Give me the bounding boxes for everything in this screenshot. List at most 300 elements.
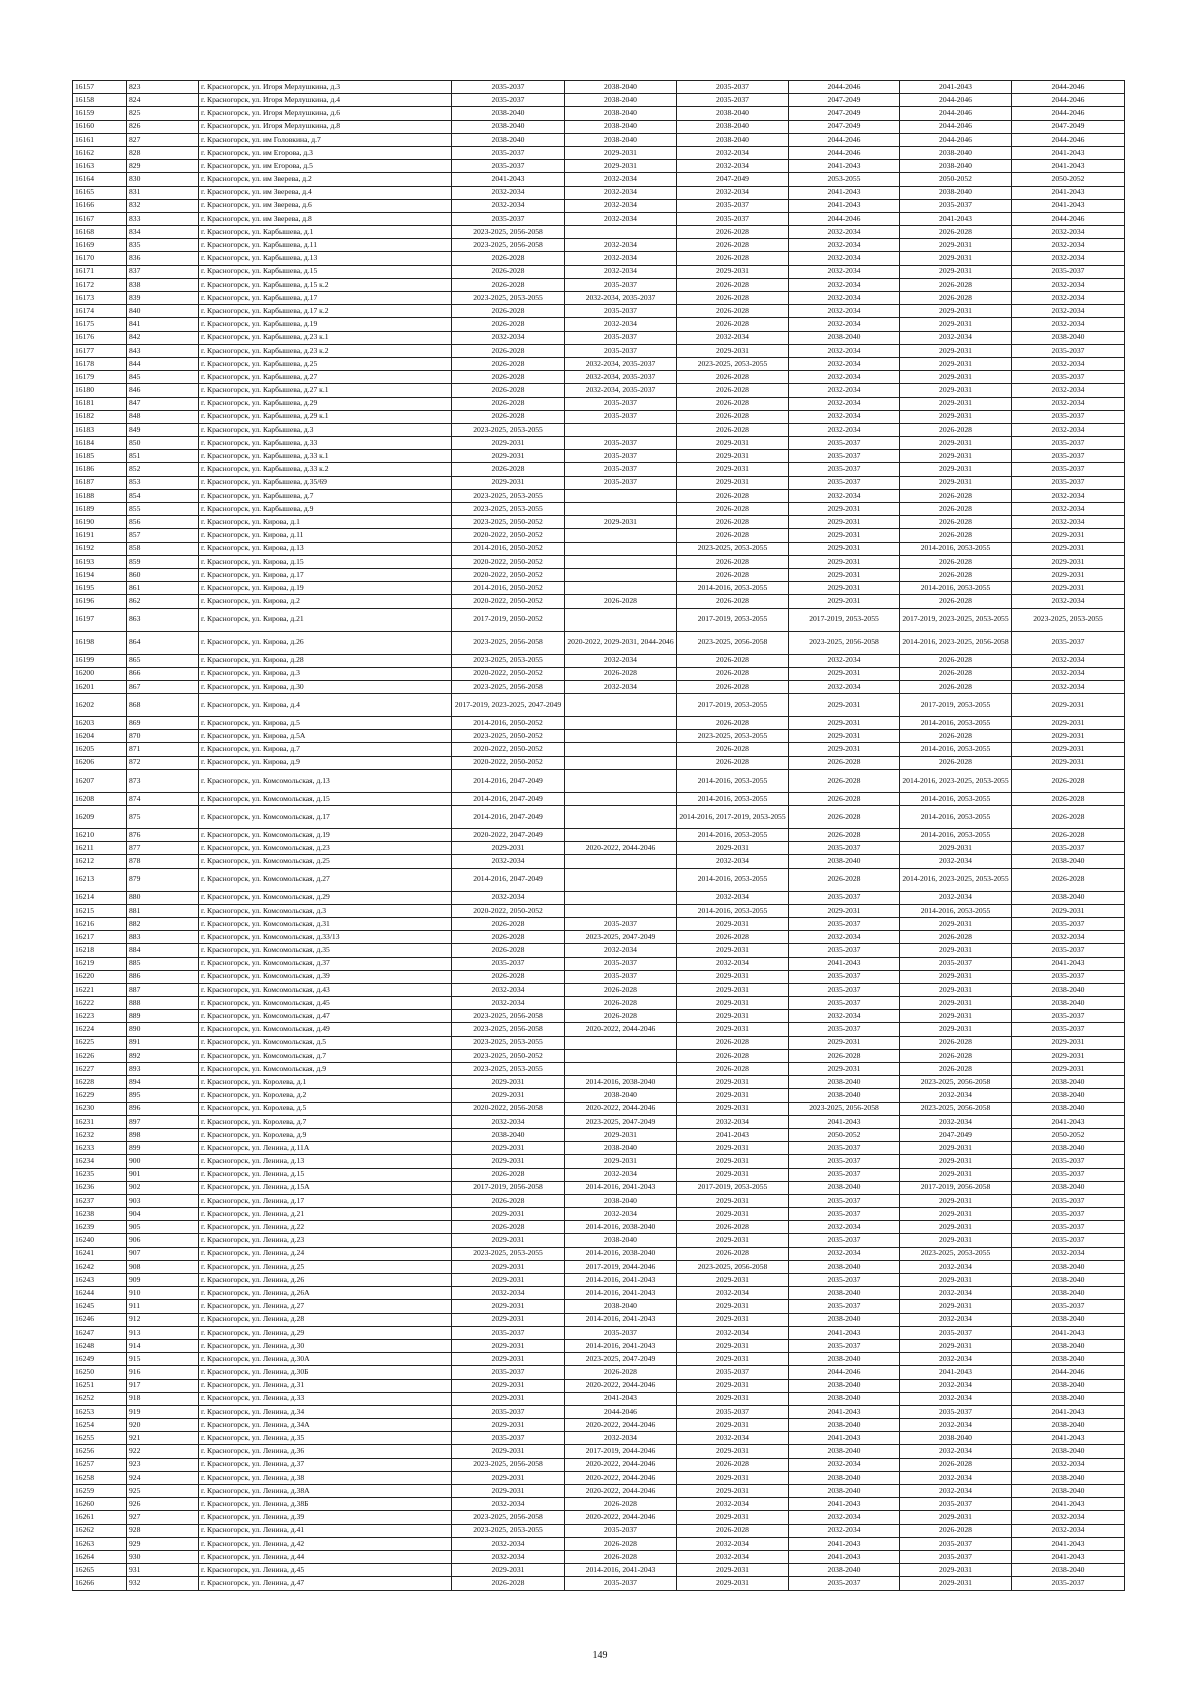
period-cell-6: 2038-2040 (1012, 1392, 1125, 1405)
row-number-cell: 16196 (73, 595, 127, 608)
period-cell-1: 2017-2019, 2050-2052 (452, 608, 565, 631)
row-number-cell: 16259 (73, 1485, 127, 1498)
period-cell-5: 2023-2025, 2053-2055 (900, 1247, 1012, 1260)
period-cell-4: 2029-2031 (789, 730, 900, 743)
address-cell: г. Красногорск, ул. Королева, д.5 (199, 1102, 452, 1115)
table-row (73, 305, 1125, 318)
table-row (73, 654, 1125, 667)
record-id-cell: 876 (127, 829, 199, 842)
record-id-cell: 898 (127, 1128, 199, 1141)
period-cell-3: 2029-2031 (677, 842, 789, 855)
table-row (73, 489, 1125, 502)
table-row (73, 1181, 1125, 1194)
record-id-cell: 870 (127, 730, 199, 743)
period-cell-6: 2032-2034 (1012, 252, 1125, 265)
period-cell-6: 2041-2043 (1012, 146, 1125, 159)
record-id-cell: 868 (127, 694, 199, 717)
period-cell-3: 2029-2031 (677, 1471, 789, 1484)
record-id-cell: 902 (127, 1181, 199, 1194)
period-cell-2: 2035-2037 (565, 437, 677, 450)
period-cell-3: 2029-2031 (677, 983, 789, 996)
period-cell-3: 2014-2016, 2053-2055 (677, 829, 789, 842)
period-cell-5: 2029-2031 (900, 944, 1012, 957)
period-cell-5: 2026-2028 (900, 931, 1012, 944)
period-cell-6: 2029-2031 (1012, 756, 1125, 769)
period-cell-2 (565, 608, 677, 631)
period-cell-3: 2032-2034 (677, 146, 789, 159)
address-cell: г. Красногорск, ул. Карбышева, д.3 (199, 423, 452, 436)
period-cell-1: 2023-2025, 2056-2058 (452, 1023, 565, 1036)
period-cell-3: 2029-2031 (677, 1313, 789, 1326)
table-row (73, 410, 1125, 423)
row-number-cell: 16177 (73, 344, 127, 357)
record-id-cell: 889 (127, 1010, 199, 1023)
record-id-cell: 899 (127, 1142, 199, 1155)
period-cell-6: 2044-2046 (1012, 107, 1125, 120)
address-cell: г. Красногорск, ул. Карбышева, д.11 (199, 239, 452, 252)
record-id-cell: 920 (127, 1419, 199, 1432)
period-cell-6: 2029-2031 (1012, 730, 1125, 743)
record-id-cell: 869 (127, 717, 199, 730)
record-id-cell: 872 (127, 756, 199, 769)
row-number-cell: 16208 (73, 792, 127, 805)
table-row (73, 1524, 1125, 1537)
record-id-cell: 926 (127, 1498, 199, 1511)
record-id-cell: 922 (127, 1445, 199, 1458)
period-cell-4: 2041-2043 (789, 1432, 900, 1445)
period-cell-2 (565, 855, 677, 868)
period-cell-2: 2035-2037 (565, 1326, 677, 1339)
period-cell-3: 2032-2034 (677, 1498, 789, 1511)
row-number-cell: 16168 (73, 226, 127, 239)
period-cell-5: 2038-2040 (900, 146, 1012, 159)
period-cell-2: 2023-2025, 2047-2049 (565, 931, 677, 944)
table-row (73, 1498, 1125, 1511)
period-cell-5: 2023-2025, 2056-2058 (900, 1076, 1012, 1089)
period-cell-1: 2026-2028 (452, 278, 565, 291)
period-cell-1: 2029-2031 (452, 1313, 565, 1326)
period-cell-3: 2032-2034 (677, 1326, 789, 1339)
record-id-cell: 851 (127, 450, 199, 463)
period-cell-1: 2035-2037 (452, 957, 565, 970)
period-cell-4: 2032-2034 (789, 1247, 900, 1260)
period-cell-6: 2035-2037 (1012, 1155, 1125, 1168)
period-cell-1: 2023-2025, 2053-2055 (452, 1247, 565, 1260)
row-number-cell: 16185 (73, 450, 127, 463)
record-id-cell: 842 (127, 331, 199, 344)
table-row (73, 397, 1125, 410)
period-cell-2: 2017-2019, 2044-2046 (565, 1445, 677, 1458)
record-id-cell: 832 (127, 199, 199, 212)
period-cell-3: 2026-2028 (677, 489, 789, 502)
period-cell-3: 2029-2031 (677, 1379, 789, 1392)
record-id-cell: 923 (127, 1458, 199, 1471)
period-cell-1: 2026-2028 (452, 970, 565, 983)
period-cell-3: 2029-2031 (677, 1194, 789, 1207)
row-number-cell: 16235 (73, 1168, 127, 1181)
period-cell-1: 2020-2022, 2050-2052 (452, 756, 565, 769)
period-cell-1: 2029-2031 (452, 1142, 565, 1155)
address-cell: г. Красногорск, ул. им Зверева, д.2 (199, 173, 452, 186)
period-cell-3: 2029-2031 (677, 1023, 789, 1036)
period-cell-5: 2029-2031 (900, 371, 1012, 384)
period-cell-6: 2029-2031 (1012, 694, 1125, 717)
period-cell-3: 2038-2040 (677, 107, 789, 120)
period-cell-4: 2029-2031 (789, 568, 900, 581)
period-cell-3: 2026-2028 (677, 252, 789, 265)
row-number-cell: 16172 (73, 278, 127, 291)
address-cell: г. Красногорск, ул. Комсомольская, д.33/13 (199, 931, 452, 944)
period-cell-2: 2038-2040 (565, 120, 677, 133)
period-cell-3: 2029-2031 (677, 1076, 789, 1089)
row-number-cell: 16200 (73, 667, 127, 680)
table-row (73, 226, 1125, 239)
period-cell-6: 2035-2037 (1012, 463, 1125, 476)
period-cell-1: 2035-2037 (452, 1405, 565, 1418)
period-cell-5: 2026-2028 (900, 680, 1012, 693)
period-cell-1: 2029-2031 (452, 1445, 565, 1458)
row-number-cell: 16254 (73, 1419, 127, 1432)
period-cell-2: 2032-2034 (565, 1208, 677, 1221)
row-number-cell: 16248 (73, 1339, 127, 1352)
period-cell-3: 2029-2031 (677, 1419, 789, 1432)
period-cell-6: 2041-2043 (1012, 957, 1125, 970)
period-cell-2: 2020-2022, 2044-2046 (565, 1471, 677, 1484)
period-cell-1: 2035-2037 (452, 1366, 565, 1379)
table-row (73, 1287, 1125, 1300)
period-cell-6: 2035-2037 (1012, 1168, 1125, 1181)
address-cell: г. Красногорск, ул. Карбышева, д.19 (199, 318, 452, 331)
period-cell-2: 2035-2037 (565, 397, 677, 410)
row-number-cell: 16160 (73, 120, 127, 133)
period-cell-2: 2023-2025, 2047-2049 (565, 1353, 677, 1366)
period-cell-4: 2032-2034 (789, 397, 900, 410)
period-cell-2: 2032-2034 (565, 212, 677, 225)
period-cell-4: 2032-2034 (789, 265, 900, 278)
row-number-cell: 16228 (73, 1076, 127, 1089)
table-row (73, 1432, 1125, 1445)
address-cell: г. Красногорск, ул. Кирова, д.13 (199, 542, 452, 555)
period-cell-3: 2032-2034 (677, 331, 789, 344)
period-cell-1: 2014-2016, 2047-2049 (452, 868, 565, 891)
period-cell-5: 2038-2040 (900, 186, 1012, 199)
address-cell: г. Красногорск, ул. Ленина, д.30А (199, 1353, 452, 1366)
record-id-cell: 914 (127, 1339, 199, 1352)
period-cell-1: 2032-2034 (452, 1498, 565, 1511)
record-id-cell: 877 (127, 842, 199, 855)
address-cell: г. Красногорск, ул. Королева, д.2 (199, 1089, 452, 1102)
record-id-cell: 916 (127, 1366, 199, 1379)
period-cell-3: 2032-2034 (677, 1432, 789, 1445)
period-cell-3: 2026-2028 (677, 555, 789, 568)
period-cell-2: 2026-2028 (565, 983, 677, 996)
period-cell-6: 2032-2034 (1012, 680, 1125, 693)
period-cell-3: 2029-2031 (677, 1102, 789, 1115)
table-row (73, 239, 1125, 252)
record-id-cell: 873 (127, 769, 199, 792)
table-row (73, 371, 1125, 384)
period-cell-5: 2041-2043 (900, 81, 1012, 94)
row-number-cell: 16212 (73, 855, 127, 868)
record-id-cell: 900 (127, 1155, 199, 1168)
table-row (73, 1208, 1125, 1221)
period-cell-1: 2020-2022, 2050-2052 (452, 743, 565, 756)
period-cell-5: 2029-2031 (900, 476, 1012, 489)
period-cell-3: 2026-2028 (677, 226, 789, 239)
page-number: 149 (592, 1650, 608, 1661)
record-id-cell: 834 (127, 226, 199, 239)
period-cell-1: 2026-2028 (452, 252, 565, 265)
period-cell-2: 2032-2034 (565, 680, 677, 693)
period-cell-3: 2017-2019, 2053-2055 (677, 1181, 789, 1194)
period-cell-6: 2029-2031 (1012, 542, 1125, 555)
period-cell-6: 2038-2040 (1012, 1260, 1125, 1273)
row-number-cell: 16257 (73, 1458, 127, 1471)
period-cell-6: 2035-2037 (1012, 970, 1125, 983)
period-cell-5: 2044-2046 (900, 133, 1012, 146)
record-id-cell: 882 (127, 917, 199, 930)
record-id-cell: 874 (127, 792, 199, 805)
period-cell-3: 2014-2016, 2017-2019, 2053-2055 (677, 806, 789, 829)
period-cell-4: 2038-2040 (789, 1485, 900, 1498)
record-id-cell: 854 (127, 489, 199, 502)
period-cell-3: 2035-2037 (677, 1366, 789, 1379)
period-cell-6: 2038-2040 (1012, 1142, 1125, 1155)
record-id-cell: 827 (127, 133, 199, 146)
period-cell-6: 2035-2037 (1012, 1208, 1125, 1221)
period-cell-1: 2026-2028 (452, 384, 565, 397)
period-cell-1: 2023-2025, 2053-2055 (452, 423, 565, 436)
period-cell-6: 2038-2040 (1012, 1274, 1125, 1287)
record-id-cell: 848 (127, 410, 199, 423)
address-cell: г. Красногорск, ул. Комсомольская, д.47 (199, 1010, 452, 1023)
table-row (73, 891, 1125, 904)
period-cell-1: 2023-2025, 2053-2055 (452, 1524, 565, 1537)
record-id-cell: 865 (127, 654, 199, 667)
period-cell-4: 2041-2043 (789, 199, 900, 212)
period-cell-4: 2038-2040 (789, 1379, 900, 1392)
table-row (73, 1168, 1125, 1181)
row-number-cell: 16175 (73, 318, 127, 331)
period-cell-5: 2026-2028 (900, 516, 1012, 529)
period-cell-1: 2020-2022, 2050-2052 (452, 568, 565, 581)
period-cell-1: 2023-2025, 2050-2052 (452, 730, 565, 743)
period-cell-4: 2035-2037 (789, 1142, 900, 1155)
period-cell-4: 2032-2034 (789, 318, 900, 331)
period-cell-4: 2026-2028 (789, 769, 900, 792)
period-cell-5: 2032-2034 (900, 1471, 1012, 1484)
table-row (73, 516, 1125, 529)
period-cell-1: 2026-2028 (452, 1577, 565, 1590)
table-row (73, 829, 1125, 842)
period-cell-5: 2044-2046 (900, 94, 1012, 107)
period-cell-4: 2029-2031 (789, 542, 900, 555)
period-cell-4: 2026-2028 (789, 829, 900, 842)
period-cell-5: 2026-2028 (900, 555, 1012, 568)
record-id-cell: 908 (127, 1260, 199, 1273)
period-cell-5: 2026-2028 (900, 730, 1012, 743)
record-id-cell: 881 (127, 904, 199, 917)
period-cell-2: 2029-2031 (565, 1128, 677, 1141)
period-cell-3: 2026-2028 (677, 278, 789, 291)
period-cell-4: 2029-2031 (789, 582, 900, 595)
period-cell-1: 2020-2022, 2056-2058 (452, 1102, 565, 1115)
period-cell-3: 2032-2034 (677, 1115, 789, 1128)
address-cell: г. Красногорск, ул. Карбышева, д.1 (199, 226, 452, 239)
table-row (73, 199, 1125, 212)
address-cell: г. Красногорск, ул. Ленина, д.25 (199, 1260, 452, 1273)
period-cell-6: 2041-2043 (1012, 199, 1125, 212)
address-cell: г. Красногорск, ул. Комсомольская, д.45 (199, 997, 452, 1010)
record-id-cell: 828 (127, 146, 199, 159)
period-cell-2: 2035-2037 (565, 476, 677, 489)
period-cell-1: 2023-2025, 2056-2058 (452, 1458, 565, 1471)
period-cell-4: 2017-2019, 2053-2055 (789, 608, 900, 631)
period-cell-2: 2026-2028 (565, 1550, 677, 1563)
period-cell-1: 2038-2040 (452, 133, 565, 146)
period-cell-2: 2026-2028 (565, 667, 677, 680)
period-cell-5: 2032-2034 (900, 1485, 1012, 1498)
period-cell-2: 2032-2034 (565, 173, 677, 186)
period-cell-1: 2032-2034 (452, 186, 565, 199)
period-cell-5: 2026-2028 (900, 1049, 1012, 1062)
period-cell-3: 2032-2034 (677, 891, 789, 904)
period-cell-6: 2026-2028 (1012, 829, 1125, 842)
period-cell-3: 2029-2031 (677, 1445, 789, 1458)
row-number-cell: 16169 (73, 239, 127, 252)
period-cell-5: 2017-2019, 2023-2025, 2053-2055 (900, 608, 1012, 631)
row-number-cell: 16170 (73, 252, 127, 265)
period-cell-4: 2029-2031 (789, 555, 900, 568)
table-row (73, 278, 1125, 291)
period-cell-5: 2026-2028 (900, 278, 1012, 291)
period-cell-4: 2035-2037 (789, 1274, 900, 1287)
period-cell-4: 2029-2031 (789, 503, 900, 516)
table-row (73, 1063, 1125, 1076)
period-cell-2 (565, 555, 677, 568)
row-number-cell: 16224 (73, 1023, 127, 1036)
period-cell-6: 2035-2037 (1012, 1577, 1125, 1590)
period-cell-2: 2020-2022, 2044-2046 (565, 1458, 677, 1471)
period-cell-3: 2035-2037 (677, 199, 789, 212)
table-row (73, 769, 1125, 792)
address-cell: г. Красногорск, ул. Комсомольская, д.23 (199, 842, 452, 855)
period-cell-2: 2026-2028 (565, 595, 677, 608)
period-cell-1: 2026-2028 (452, 1194, 565, 1207)
period-cell-1: 2029-2031 (452, 1089, 565, 1102)
table-row (73, 265, 1125, 278)
period-cell-1: 2020-2022, 2050-2052 (452, 904, 565, 917)
period-cell-4: 2035-2037 (789, 891, 900, 904)
period-cell-1: 2035-2037 (452, 94, 565, 107)
period-cell-4: 2035-2037 (789, 1208, 900, 1221)
address-cell: г. Красногорск, ул. Карбышева, д.15 (199, 265, 452, 278)
table-row (73, 1485, 1125, 1498)
table-row (73, 384, 1125, 397)
period-cell-4: 2044-2046 (789, 146, 900, 159)
address-cell: г. Красногорск, ул. Карбышева, д.35/69 (199, 476, 452, 489)
period-cell-6: 2050-2052 (1012, 173, 1125, 186)
address-cell: г. Красногорск, ул. Кирова, д.11 (199, 529, 452, 542)
period-cell-4: 2029-2031 (789, 694, 900, 717)
period-cell-2 (565, 904, 677, 917)
table-row (73, 1115, 1125, 1128)
period-cell-2 (565, 542, 677, 555)
table-row (73, 423, 1125, 436)
period-cell-1: 2026-2028 (452, 265, 565, 278)
period-cell-4: 2044-2046 (789, 1366, 900, 1379)
period-cell-3: 2026-2028 (677, 1247, 789, 1260)
period-cell-2: 2017-2019, 2044-2046 (565, 1260, 677, 1273)
row-number-cell: 16220 (73, 970, 127, 983)
row-number-cell: 16221 (73, 983, 127, 996)
row-number-cell: 16159 (73, 107, 127, 120)
table-row (73, 1471, 1125, 1484)
table-row (73, 595, 1125, 608)
row-number-cell: 16255 (73, 1432, 127, 1445)
period-cell-4: 2032-2034 (789, 1221, 900, 1234)
row-number-cell: 16198 (73, 631, 127, 654)
period-cell-5: 2014-2016, 2053-2055 (900, 743, 1012, 756)
row-number-cell: 16176 (73, 331, 127, 344)
address-cell: г. Красногорск, ул. Игоря Мерлушкина, д.4 (199, 94, 452, 107)
row-number-cell: 16234 (73, 1155, 127, 1168)
address-cell: г. Красногорск, ул. Карбышева, д.9 (199, 503, 452, 516)
record-id-cell: 896 (127, 1102, 199, 1115)
table-row (73, 133, 1125, 146)
period-cell-4: 2035-2037 (789, 983, 900, 996)
period-cell-4: 2038-2040 (789, 1181, 900, 1194)
period-cell-4: 2032-2034 (789, 252, 900, 265)
period-cell-2: 2044-2046 (565, 1405, 677, 1418)
address-cell: г. Красногорск, ул. им Егорова, д.3 (199, 146, 452, 159)
period-cell-6: 2035-2037 (1012, 1010, 1125, 1023)
table-row (73, 806, 1125, 829)
period-cell-2: 2032-2034 (565, 944, 677, 957)
period-cell-5: 2014-2016, 2023-2025, 2056-2058 (900, 631, 1012, 654)
table-row (73, 1577, 1125, 1590)
period-cell-3: 2026-2028 (677, 680, 789, 693)
period-cell-6: 2029-2031 (1012, 1063, 1125, 1076)
table-row (73, 694, 1125, 717)
period-cell-4: 2029-2031 (789, 1036, 900, 1049)
period-cell-6: 2026-2028 (1012, 792, 1125, 805)
period-cell-2 (565, 694, 677, 717)
record-id-cell: 835 (127, 239, 199, 252)
period-cell-6: 2026-2028 (1012, 868, 1125, 891)
period-cell-6: 2032-2034 (1012, 384, 1125, 397)
row-number-cell: 16181 (73, 397, 127, 410)
period-cell-4: 2038-2040 (789, 1392, 900, 1405)
address-cell: г. Красногорск, ул. Комсомольская, д.9 (199, 1063, 452, 1076)
period-cell-6: 2041-2043 (1012, 186, 1125, 199)
period-cell-5: 2029-2031 (900, 410, 1012, 423)
period-cell-4: 2026-2028 (789, 868, 900, 891)
record-id-cell: 863 (127, 608, 199, 631)
period-cell-5: 2044-2046 (900, 120, 1012, 133)
record-id-cell: 852 (127, 463, 199, 476)
period-cell-2: 2020-2022, 2044-2046 (565, 842, 677, 855)
table-row (73, 1392, 1125, 1405)
record-id-cell: 871 (127, 743, 199, 756)
period-cell-4: 2032-2034 (789, 931, 900, 944)
address-cell: г. Красногорск, ул. Карбышева, д.25 (199, 357, 452, 370)
period-cell-3: 2029-2031 (677, 265, 789, 278)
address-cell: г. Красногорск, ул. Игоря Мерлушкина, д.8 (199, 120, 452, 133)
table-row (73, 1023, 1125, 1036)
table-row (73, 1221, 1125, 1234)
record-id-cell: 911 (127, 1300, 199, 1313)
